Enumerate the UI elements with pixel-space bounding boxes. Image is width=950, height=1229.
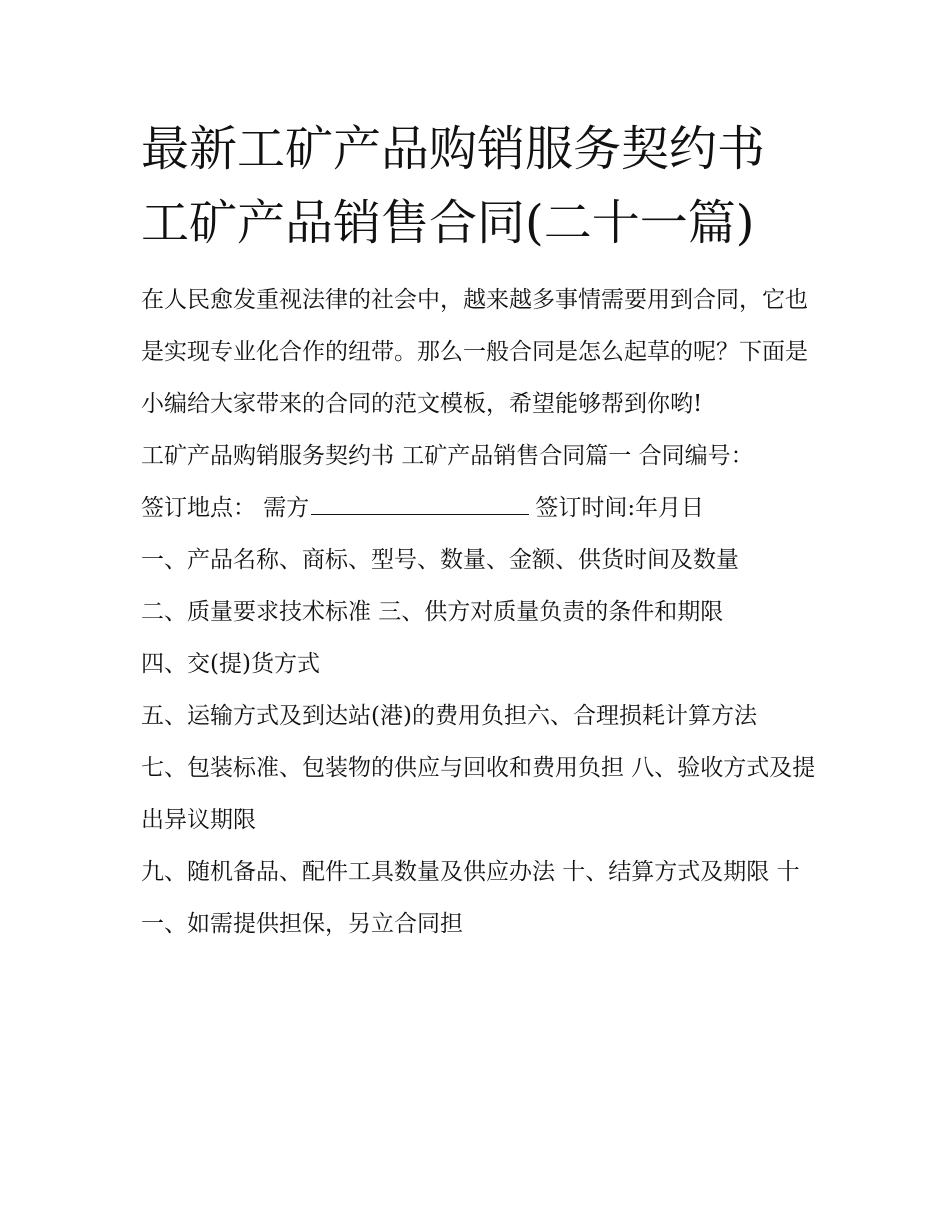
document-body <box>141 112 821 950</box>
clause-item-5-6: 五、运输方式及到达站(港)的费用负担六、合理损耗计算方法 <box>141 703 757 729</box>
clause-item-2-3: 二、质量要求技术标准 三、供方对质量负责的条件和期限 <box>141 599 724 625</box>
clause-item-1: 一、产品名称、商标、型号、数量、金额、供货时间及数量 <box>141 547 739 573</box>
sign-place-label: 签订地点： 需方 <box>141 495 310 521</box>
signing-info-line <box>141 482 821 534</box>
contract-heading-line: 工矿产品购销服务契约书 工矿产品销售合同篇一 合同编号： <box>141 443 754 469</box>
clause-item-4: 四、交(提)货方式 <box>141 651 320 677</box>
clause-item-7-8: 七、包装标准、包装物的供应与回收和费用负担 八、验收方式及提出异议期限 <box>141 755 816 833</box>
title-line-2: 工矿产品销售合同(二十一篇) <box>141 195 755 251</box>
title-line-1: 最新工矿产品购销服务契约书 <box>141 121 766 177</box>
intro-paragraph: 在人民愈发重视法律的社会中，越来越多事情需要用到合同，它也是实现专业化合作的纽带。那么一般合同是怎么起草的呢？下面是小编给大家带来的合同的范文模板，希望能够帮到你哟! <box>141 287 808 417</box>
clause-item-9-11: 九、随机备品、配件工具数量及供应办法 十、结算方式及期限 十一、如需提供担保，另立合同担 <box>141 859 800 937</box>
document-title <box>141 112 821 260</box>
sign-time-label: 签订时间:年月日 <box>535 495 705 521</box>
buyer-blank-field <box>311 494 529 515</box>
